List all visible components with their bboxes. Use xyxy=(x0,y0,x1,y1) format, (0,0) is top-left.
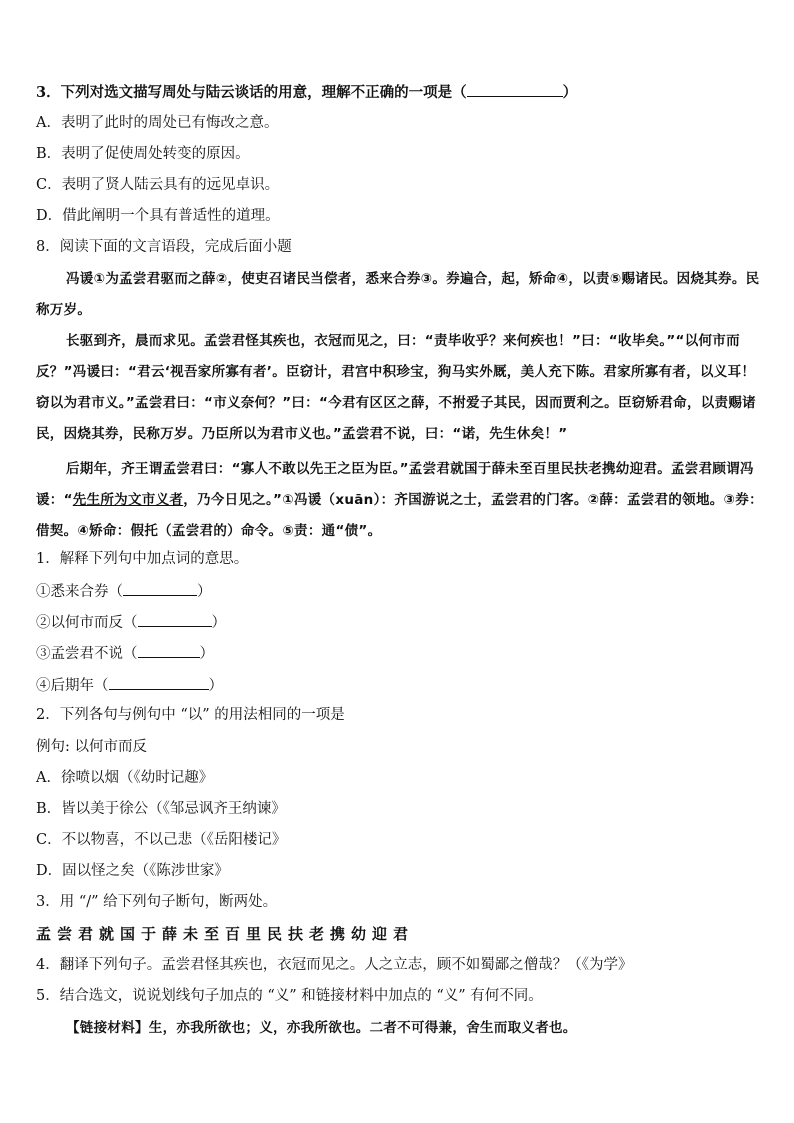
question-3-suffix: ） xyxy=(562,84,578,101)
sub-question-1-item-2 xyxy=(36,611,764,633)
sub-question-1-heading: 1．解释下列句中加点词的意思。 xyxy=(36,551,249,567)
sub-question-1-item-1 xyxy=(36,580,764,602)
item-close: ） xyxy=(199,646,214,662)
sub-question-2-heading: 2．下列各句与例句中 “以” 的用法相同的一项是 xyxy=(36,707,345,723)
option-d: D．借此阐明一个具有普适性的道理。 xyxy=(36,208,280,224)
option-a: A．徐喷以烟（《幼时记趣》 xyxy=(36,770,214,786)
sub-question-4: 4．翻译下列句子。孟尝君怪其疾也，衣冠而见之。人之立志，顾不如蜀鄙之僧哉？（《为学》 xyxy=(36,957,633,973)
answer-blank[interactable] xyxy=(138,642,200,658)
sentence-to-punctuate: 孟尝君就国于薛未至百里民扶老携幼迎君 xyxy=(36,925,415,943)
answer-blank[interactable] xyxy=(467,81,563,97)
question-3-prefix: 3．下列对选文描写周处与陆云谈话的用意，理解不正确的一项是（ xyxy=(36,84,467,101)
sub-question-5: 5．结合选文，说说划线句子加点的 “义” 和链接材料中加点的 “义” 有何不同。 xyxy=(36,988,543,1004)
option-a: A．表明了此时的周处已有悔改之意。 xyxy=(36,115,279,131)
question-8-heading: 8．阅读下面的文言语段，完成后面小题 xyxy=(36,239,292,255)
answer-blank[interactable] xyxy=(109,674,209,690)
item-label: ③孟尝君不说（ xyxy=(36,646,138,662)
answer-blank[interactable] xyxy=(123,580,197,596)
option-b: B．表明了促使周处转变的原因。 xyxy=(36,146,250,162)
option-c: C．表明了贤人陆云具有的远见卓识。 xyxy=(36,177,280,193)
item-label: ④后期年（ xyxy=(36,678,109,694)
sub-question-3-heading: 3．用 “/” 给下列句子断句，断两处。 xyxy=(36,894,278,910)
question-3-stem xyxy=(36,81,764,103)
passage-paragraph-3 xyxy=(36,454,764,547)
passage-paragraph-2: 长驱到齐，晨而求见。孟尝君怪其疾也，衣冠而见之，曰：“责毕收乎？来何疾也！”曰：“收毕矣。”“以何市而反？”冯谖曰：“君云‘视吾家所寡有者’。臣窃计，君宫中积珍宝，狗马实外厩，美人充下陈。君家所寡有者，以义耳！窃以为君市义。”孟尝君曰：“市义奈何？”曰：“今君有区区之薛，不拊爱子其民，因而贾利之。臣窃矫君命，以责赐诸民，因烧其券，民称万岁。乃臣所以为君市义也。”孟尝君不说，曰：“诺，先生休矣！” xyxy=(36,333,756,442)
item-close: ） xyxy=(211,615,226,631)
example-sentence: 例句: 以何市而反 xyxy=(36,739,147,755)
passage-paragraph-1: 冯谖①为孟尝君驱而之薛②，使吏召诸民当偿者，悉来合券③。券遍合，起，矫命④，以责⑤赐诸民。因烧其券。民称万岁。 xyxy=(36,271,760,318)
option-b: B．皆以美于徐公（《邹忌讽齐王纳谏》 xyxy=(36,801,286,817)
sub-question-1-item-3 xyxy=(36,642,764,664)
item-close: ） xyxy=(197,584,212,600)
passage-text: 后期年，齐王谓孟尝君曰：“寡人不敢以先王之臣为臣。”孟尝君就国于薛未至百里民扶老携幼迎君。孟尝君顾谓冯谖：“ xyxy=(36,461,754,508)
underlined-sentence: 先生所为文市义者 xyxy=(72,492,184,508)
answer-blank[interactable] xyxy=(138,611,212,627)
footnotes: ，乃今日见之。”①冯谖（xuān）：齐国游说之士，孟尝君的门客。②薛：孟尝君的领地。③券：借契。④矫命：假托（孟尝君的）命令。⑤责：通“债”。 xyxy=(36,492,763,539)
item-label: ②以何市而反（ xyxy=(36,615,138,631)
option-d: D．固以怪之矣（《陈涉世家》 xyxy=(36,863,229,879)
linked-material: 【链接材料】生，亦我所欲也；义，亦我所欲也。二者不可得兼，舍生而取义者也。 xyxy=(66,1020,577,1036)
option-c: C．不以物喜，不以己悲（《岳阳楼记》 xyxy=(36,832,287,848)
item-close: ） xyxy=(208,678,223,694)
item-label: ①悉来合券（ xyxy=(36,584,123,600)
sub-question-1-item-4 xyxy=(36,674,764,696)
